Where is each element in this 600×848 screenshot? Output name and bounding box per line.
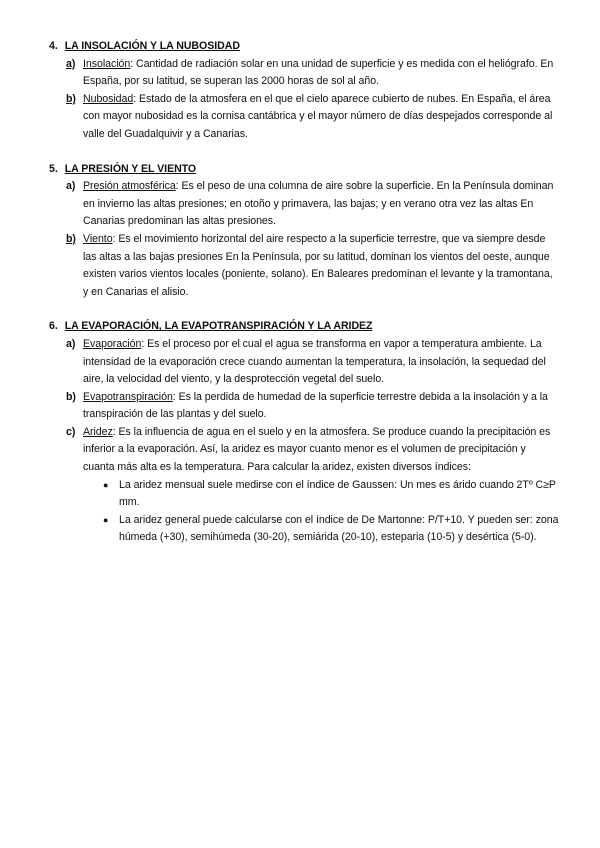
list-item-evapotranspiracion (66, 389, 560, 424)
bullet-icon: ● (103, 479, 109, 490)
item-term: Aridez (83, 425, 113, 438)
section-heading (49, 161, 560, 179)
item-text: : Es el peso de una columna de aire sobre la superficie. En la Península dominan en invierno las altas presiones; en otoño y primavera, las bajas; y en verano otra vez las altas En Canarias predominan las altas presiones. (83, 180, 554, 228)
section-number: 4. (49, 40, 58, 52)
item-marker: a) (66, 337, 76, 350)
section-evaporacion-aridez (49, 318, 560, 547)
bullet-text: La aridez mensual suele medirse con el índice de Gaussen: Un mes es árido cuando 2Tº C≥P mm. (119, 478, 556, 509)
item-term: Viento (83, 232, 113, 245)
item-marker: b) (66, 390, 76, 403)
item-marker: a) (66, 57, 76, 70)
item-content (80, 178, 560, 231)
section-heading (49, 38, 560, 56)
item-marker: b) (66, 232, 76, 245)
bullet-item-gaussen (103, 477, 560, 512)
bullet-text: La aridez general puede calcularse con el índice de De Martonne: P/T+10. Y pueden ser: zona húmeda (+30), semihúmeda (30-20), semiárida (20-10), esteparia (10-5) y desértica (5-0). (119, 513, 559, 544)
section-number: 6. (49, 320, 58, 333)
item-text: : Estado de la atmosfera en el que el cielo aparece cubierto de nubes. En España, el área con mayor nubosidad es la cornisa cantábrica y el mayor número de días despejados corresponde al valle del Guadalquivir y a Canarias. (83, 92, 553, 140)
item-content (80, 91, 560, 144)
section-title: LA EVAPORACIÓN, LA EVAPOTRANSPIRACIÓN Y LA ARIDEZ (64, 320, 373, 333)
section-heading (49, 318, 560, 336)
item-content (80, 336, 560, 389)
section-title: LA INSOLACIÓN Y LA NUBOSIDAD (64, 40, 240, 52)
item-term: Evapotranspiración (83, 390, 173, 403)
item-marker: a) (66, 180, 76, 193)
list-item-aridez (66, 424, 560, 547)
item-term: Evaporación (83, 337, 142, 350)
item-content (80, 389, 560, 424)
section-title: LA PRESIÓN Y EL VIENTO (64, 162, 197, 175)
item-content (80, 56, 560, 91)
list-item-evaporacion (66, 336, 560, 389)
aridez-index-list (83, 477, 560, 547)
item-text: : Cantidad de radiación solar en una unidad de superficie y es medida con el heliógrafo. En España, por su latitud, se superan las 2000 horas de sol al año. (83, 57, 554, 88)
list-item-nubosidad (66, 91, 560, 144)
item-term: Presión atmosférica (83, 180, 176, 193)
item-term: Nubosidad (83, 92, 134, 105)
item-content (80, 231, 560, 301)
list-item-presion-atmosferica (66, 178, 560, 231)
item-content (80, 424, 560, 547)
list-item-viento (66, 231, 560, 301)
item-text: : Es la influencia de agua en el suelo y en la atmosfera. Se produce cuando la precipitación es inferior a la evaporación. Así, la aridez es mayor cuanto menor es el volumen de precipitación y cuanta más alta es la temperatura. Para calcular la aridez, existen diversos índices: (83, 425, 551, 474)
bullet-icon: ● (103, 514, 109, 525)
list-item-insolacion (66, 56, 560, 91)
section-number: 5. (49, 162, 58, 175)
item-marker: c) (66, 425, 76, 438)
item-text: : Es el proceso por el cual el agua se transforma en vapor a temperatura ambiente. La intensidad de la evaporación crece cuando aumentan la temperatura, la insolación, la sequedad del aire, la velocidad del viento, y la desprotección vegetal del suelo. (83, 337, 546, 386)
bullet-item-de-martonne (103, 512, 560, 547)
item-term: Insolación (83, 57, 131, 70)
item-marker: b) (66, 92, 76, 105)
item-text: : Es la perdida de humedad de la superficie terrestre debida a la insolación y a la transpiración de las plantas y del suelo. (83, 390, 548, 421)
section-insolacion-nubosidad (49, 38, 560, 144)
section-presion-viento (49, 161, 560, 302)
item-text: : Es el movimiento horizontal del aire respecto a la superficie terrestre, que va siempre desde las altas a las bajas presiones En la Península, por su latitud, dominan los vientos del oeste, aunque existen varios vientos locales (poniente, solano). En Baleares predominan el levante y la tramontana, y en Canarias el alisio. (83, 232, 553, 298)
